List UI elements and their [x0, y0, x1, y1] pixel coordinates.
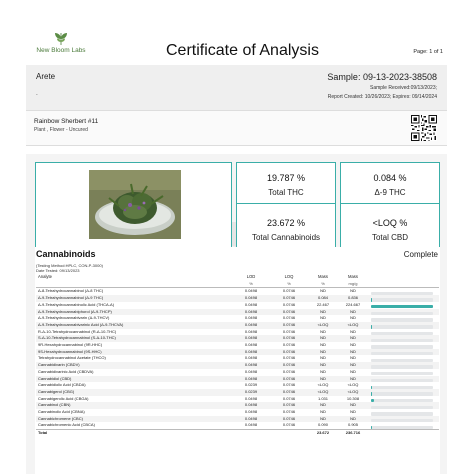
analyte-name: 9R-Hexahydrocannabinol (9R-HHC): [38, 342, 103, 348]
mass-pct-value: <LOQ: [317, 382, 329, 388]
analyte-name: Cannabigerol (CBG): [36, 389, 232, 396]
analyte-name: Cannabigerolic Acid (CBGA): [38, 395, 89, 401]
mass-bar-cell: [368, 422, 439, 429]
mass-bar-cell: [368, 322, 439, 329]
mass-bar-track: [371, 426, 433, 429]
mass-pct-value: ND: [320, 355, 326, 361]
table-row: [36, 295, 439, 302]
analyte-name: Cannabinol (CBN): [36, 402, 232, 409]
unit-bar: [368, 281, 439, 288]
mass-pct-value: ND: [308, 416, 338, 423]
mass-bar-track: [371, 312, 433, 315]
header-loq: LOQ: [284, 274, 294, 279]
mass-bar-cell: [368, 396, 439, 403]
mass-bar-cell: [368, 309, 439, 316]
mass-bar-cell: [368, 329, 439, 336]
mass-bar-track: [371, 345, 433, 348]
table-row: [36, 376, 439, 383]
total-thc-card: [236, 162, 336, 209]
d9-thc-label: Δ-9 THC: [374, 188, 406, 197]
total-mass-pct: 23.672: [308, 430, 338, 437]
lod-value: 0.0498: [232, 362, 270, 369]
mass-bar-track: [371, 298, 433, 301]
mass-bar-cell: [368, 409, 439, 416]
header-mass-pct: Mass: [317, 274, 328, 279]
lod-value: 0.0498: [232, 349, 270, 356]
lod-value: 0.0498: [244, 288, 258, 294]
status-badge: Complete: [403, 250, 438, 259]
qr-code-icon[interactable]: [411, 115, 437, 141]
table-row: [36, 302, 439, 309]
mass-pct-value: ND: [320, 328, 326, 334]
mass-bar-track: [371, 325, 433, 328]
loq-value: 0.0746: [282, 422, 296, 428]
sample-id: Sample: 09-13-2023-38508: [327, 72, 437, 82]
total-lod: [232, 430, 270, 437]
lod-value: 0.0498: [244, 301, 258, 307]
analyte-name: Cannabichromenic Acid (CBCA): [38, 422, 95, 428]
table-total-row: [36, 430, 439, 437]
table-row: [36, 342, 439, 349]
mass-bar-track: [371, 292, 433, 295]
table-row: [36, 369, 439, 376]
loq-value: 0.0746: [282, 301, 296, 307]
mass-bar-fill: [371, 426, 372, 429]
loq-value: 0.0746: [270, 322, 308, 329]
analyte-name: 9S-Hexahydrocannabinol (9S-HHC): [36, 349, 232, 356]
sample-photo: [89, 170, 181, 239]
analyte-name: Δ-9-Tetrahydrocannabivarinic Acid (Δ-9-THCVA): [36, 322, 232, 329]
mass-pct-value: ND: [308, 402, 338, 409]
mass-bar-track: [371, 352, 433, 355]
mass-pct-value: 0.090: [317, 422, 328, 428]
analyte-name: Δ-9-Tetrahydrocannabinol (Δ-9 THC): [36, 295, 232, 302]
loq-value: 0.0746: [270, 335, 308, 342]
mass-mg-value: ND: [350, 288, 356, 294]
lod-value: 0.0498: [244, 368, 258, 374]
analyte-name: Δ-9-Tetrahydrocannabiphorol (Δ-9-THCP): [36, 309, 232, 316]
lod-value: 0.0239: [232, 389, 270, 396]
mass-mg-value: ND: [338, 402, 368, 409]
mass-bar-track: [371, 359, 433, 362]
table-row: [36, 416, 439, 423]
mass-mg-value: ND: [350, 368, 356, 374]
analyte-name: Cannabidivarin (CBDV): [36, 362, 232, 369]
mass-bar-track: [371, 365, 433, 368]
loq-value: 0.0746: [270, 309, 308, 316]
total-label: Total: [36, 430, 232, 437]
loq-value: 0.0746: [282, 288, 296, 294]
date-tested: Date Tested: 09/13/2023: [36, 268, 80, 273]
analyte-name: Cannabidiol (CBD): [36, 376, 232, 383]
mass-mg-value: ND: [338, 362, 368, 369]
coa-page: [26, 22, 447, 474]
lod-value: 0.0498: [244, 342, 258, 348]
mass-bar-cell: [368, 369, 439, 376]
mass-pct-value: ND: [308, 349, 338, 356]
loq-value: 0.0746: [270, 349, 308, 356]
loq-value: 0.0746: [282, 368, 296, 374]
mass-bar-track: [371, 419, 433, 422]
total-mass-mg: 236.716: [338, 430, 368, 437]
table-row: [36, 422, 439, 429]
mass-mg-value: 0.836: [338, 295, 368, 302]
loq-value: 0.0746: [270, 295, 308, 302]
loq-value: 0.0746: [282, 315, 296, 321]
mass-bar-cell: [368, 362, 439, 369]
analyte-name: Δ-9-Tetrahydrocannabinolic Acid (THCA-A): [38, 301, 115, 307]
cannabinoids-section: [35, 247, 440, 474]
mass-mg-value: <LOQ: [338, 389, 368, 396]
mass-bar-fill: [371, 386, 372, 389]
mass-pct-value: ND: [308, 362, 338, 369]
analyte-name: Cannabichromene (CBC): [36, 416, 232, 423]
mass-bar-cell: [368, 335, 439, 342]
mass-bar-fill: [371, 399, 374, 402]
table-row: [36, 362, 439, 369]
unit-mass-mg: mg/g: [338, 281, 368, 288]
sample-photo-frame: [35, 162, 232, 260]
mass-pct-value: ND: [308, 309, 338, 316]
table-row: [36, 329, 439, 336]
mass-bar-cell: [368, 288, 439, 295]
lod-value: 0.0498: [232, 335, 270, 342]
section-title: Cannabinoids: [36, 249, 96, 259]
analyte-name: Cannabidiolic Acid (CBDA): [38, 382, 86, 388]
mass-pct-value: ND: [320, 409, 326, 415]
lod-value: 0.0498: [244, 355, 258, 361]
mass-pct-value: <LOQ: [308, 322, 338, 329]
lod-value: 0.0498: [232, 376, 270, 383]
header-analyte: Analyte: [38, 274, 52, 279]
mass-mg-value: ND: [338, 376, 368, 383]
mass-bar-cell: [368, 295, 439, 302]
analyte-name: S-Δ-10-Tetrahydrocannabinol (S-Δ-10-THC): [36, 335, 232, 342]
cannabinoids-table: [36, 274, 439, 437]
testing-method: (Testing Method:HPLC, CON-P-3000): [36, 263, 103, 268]
mass-mg-value: ND: [350, 342, 356, 348]
table-row: [36, 288, 439, 295]
mass-bar-cell: [368, 355, 439, 362]
total-loq: [270, 430, 308, 437]
mass-bar-cell: [368, 382, 439, 389]
lod-value: 0.0498: [244, 409, 258, 415]
report-dates: Report Created: 10/26/2023; Expires: 09/14/2024: [327, 94, 437, 100]
mass-pct-value: ND: [320, 342, 326, 348]
mass-bar-fill: [371, 298, 372, 301]
analyte-name: Cannabidivarinic Acid (CBDVA): [38, 368, 94, 374]
mass-pct-value: 22.467: [316, 301, 330, 307]
mass-bar-track: [371, 392, 433, 395]
mass-pct-value: ND: [308, 376, 338, 383]
table-row: [36, 355, 439, 362]
total-cbd-label: Total CBD: [371, 233, 408, 242]
table-row: [36, 402, 439, 409]
mass-bar-track: [371, 318, 433, 321]
mass-bar-track: [371, 406, 433, 409]
loq-value: 0.0746: [270, 362, 308, 369]
loq-value: 0.0746: [270, 389, 308, 396]
mass-bar-track: [371, 412, 433, 415]
product-type: Plant , Flower - Uncured: [34, 127, 88, 133]
mass-mg-value: 224.667: [345, 301, 361, 307]
mass-pct-value: 0.084: [308, 295, 338, 302]
table-row: [36, 409, 439, 416]
mass-pct-value: <LOQ: [308, 389, 338, 396]
lod-value: 0.0498: [232, 402, 270, 409]
mass-bar-fill: [371, 325, 372, 328]
mass-mg-value: ND: [350, 328, 356, 334]
d9-thc-card: [340, 162, 440, 209]
lod-value: 0.0498: [232, 295, 270, 302]
header: [26, 30, 447, 66]
table-row: [36, 315, 439, 322]
lab-logo: [32, 32, 90, 66]
lod-value: 0.0498: [232, 416, 270, 423]
header-lod: LOD: [246, 274, 256, 279]
analyte-name: Δ-9-Tetrahydrocannabivarin (Δ-9-THCV): [38, 315, 110, 321]
analyte-name: Tetrahydrocannabinol Acetate (THCO): [38, 355, 106, 361]
mass-bar-track: [371, 379, 433, 382]
mass-mg-value: ND: [338, 335, 368, 342]
loq-value: 0.0746: [282, 382, 296, 388]
loq-value: 0.0746: [282, 395, 296, 401]
mass-bar-track: [371, 332, 433, 335]
total-bar: [368, 430, 439, 437]
leaf-logo-icon: [54, 32, 68, 46]
mass-bar-track: [371, 305, 433, 308]
lod-value: 0.0498: [232, 309, 270, 316]
mass-mg-value: ND: [350, 355, 356, 361]
mass-mg-value: ND: [350, 409, 356, 415]
mass-pct-value: ND: [320, 288, 326, 294]
mass-bar-cell: [368, 376, 439, 383]
d9-thc-value: 0.084 %: [373, 173, 407, 183]
mass-bar-track: [371, 372, 433, 375]
mass-bar-track: [371, 399, 433, 402]
loq-value: 0.0746: [282, 328, 296, 334]
analyte-name: Δ-8-Tetrahydrocannabinol (Δ-8 THC): [38, 288, 104, 294]
lod-value: 0.0498: [244, 315, 258, 321]
mass-bar-track: [371, 386, 433, 389]
mass-pct-value: ND: [320, 315, 326, 321]
mass-bar-cell: [368, 302, 439, 309]
lod-value: 0.0498: [244, 328, 258, 334]
logo-name: New Bloom Labs: [36, 47, 86, 54]
page-number: Page: 1 of 1: [413, 49, 443, 55]
mass-bar-cell: [368, 342, 439, 349]
mass-pct-value: 1.031: [317, 395, 328, 401]
table-row: [36, 335, 439, 342]
total-thc-value: 19.787 %: [266, 173, 306, 183]
lod-value: 0.0498: [244, 422, 258, 428]
client-address: -: [36, 92, 38, 98]
mass-bar-cell: [368, 349, 439, 356]
mass-mg-value: <LOQ: [347, 382, 359, 388]
table-row: [36, 389, 439, 396]
product-band: [26, 110, 447, 146]
analyte-name: Cannabinolic Acid (CBNA): [38, 409, 85, 415]
header-mass-mg: Mass: [347, 274, 358, 279]
lod-value: 0.0239: [244, 382, 258, 388]
mass-pct-value: ND: [320, 368, 326, 374]
header-bar: [368, 274, 439, 281]
total-thc-label: Total THC: [268, 188, 304, 197]
lod-value: 0.0498: [244, 395, 258, 401]
total-cannabinoids-label: Total Cannabinoids: [251, 233, 321, 242]
table-row: [36, 382, 439, 389]
mass-mg-value: ND: [338, 416, 368, 423]
mass-bar-track: [371, 339, 433, 342]
mass-mg-value: 0.905: [347, 422, 358, 428]
mass-bar-cell: [368, 315, 439, 322]
mass-bar-fill: [371, 305, 433, 308]
loq-value: 0.0746: [282, 342, 296, 348]
mass-bar-fill: [371, 392, 372, 395]
mass-pct-value: ND: [308, 335, 338, 342]
mass-mg-value: ND: [350, 315, 356, 321]
loq-value: 0.0746: [270, 376, 308, 383]
mass-mg-value: 10.308: [346, 395, 360, 401]
unit-mass-pct: %: [308, 281, 338, 288]
product-name: Rainbow Sherbert #11: [34, 118, 99, 125]
table-row: [36, 396, 439, 403]
unit-loq: %: [270, 281, 308, 288]
loq-value: 0.0746: [282, 355, 296, 361]
table-row: [36, 309, 439, 316]
table-row: [36, 349, 439, 356]
cannabinoids-table-body: [36, 288, 439, 430]
loq-value: 0.0746: [270, 402, 308, 409]
total-cbd-value: <LOQ %: [372, 218, 408, 228]
mass-bar-cell: [368, 402, 439, 409]
loq-value: 0.0746: [270, 416, 308, 423]
lod-value: 0.0498: [232, 322, 270, 329]
table-units-row: [36, 281, 439, 288]
unit-analyte: [36, 281, 232, 288]
mass-mg-value: ND: [338, 349, 368, 356]
total-cannabinoids-value: 23.672 %: [266, 218, 306, 228]
page-title: Certificate of Analysis: [166, 42, 319, 59]
table-row: [36, 322, 439, 329]
analyte-name: R-Δ-10-Tetrahydrocannabinol (R-Δ-10-THC): [38, 328, 117, 334]
mass-mg-value: <LOQ: [338, 322, 368, 329]
mass-mg-value: ND: [338, 309, 368, 316]
mass-bar-cell: [368, 416, 439, 423]
client-name: Arete: [36, 72, 56, 81]
unit-lod: %: [232, 281, 270, 288]
loq-value: 0.0746: [282, 409, 296, 415]
table-header-row: [36, 274, 439, 281]
sample-received: Sample Received:09/13/2023;: [370, 85, 437, 91]
mass-bar-cell: [368, 389, 439, 396]
